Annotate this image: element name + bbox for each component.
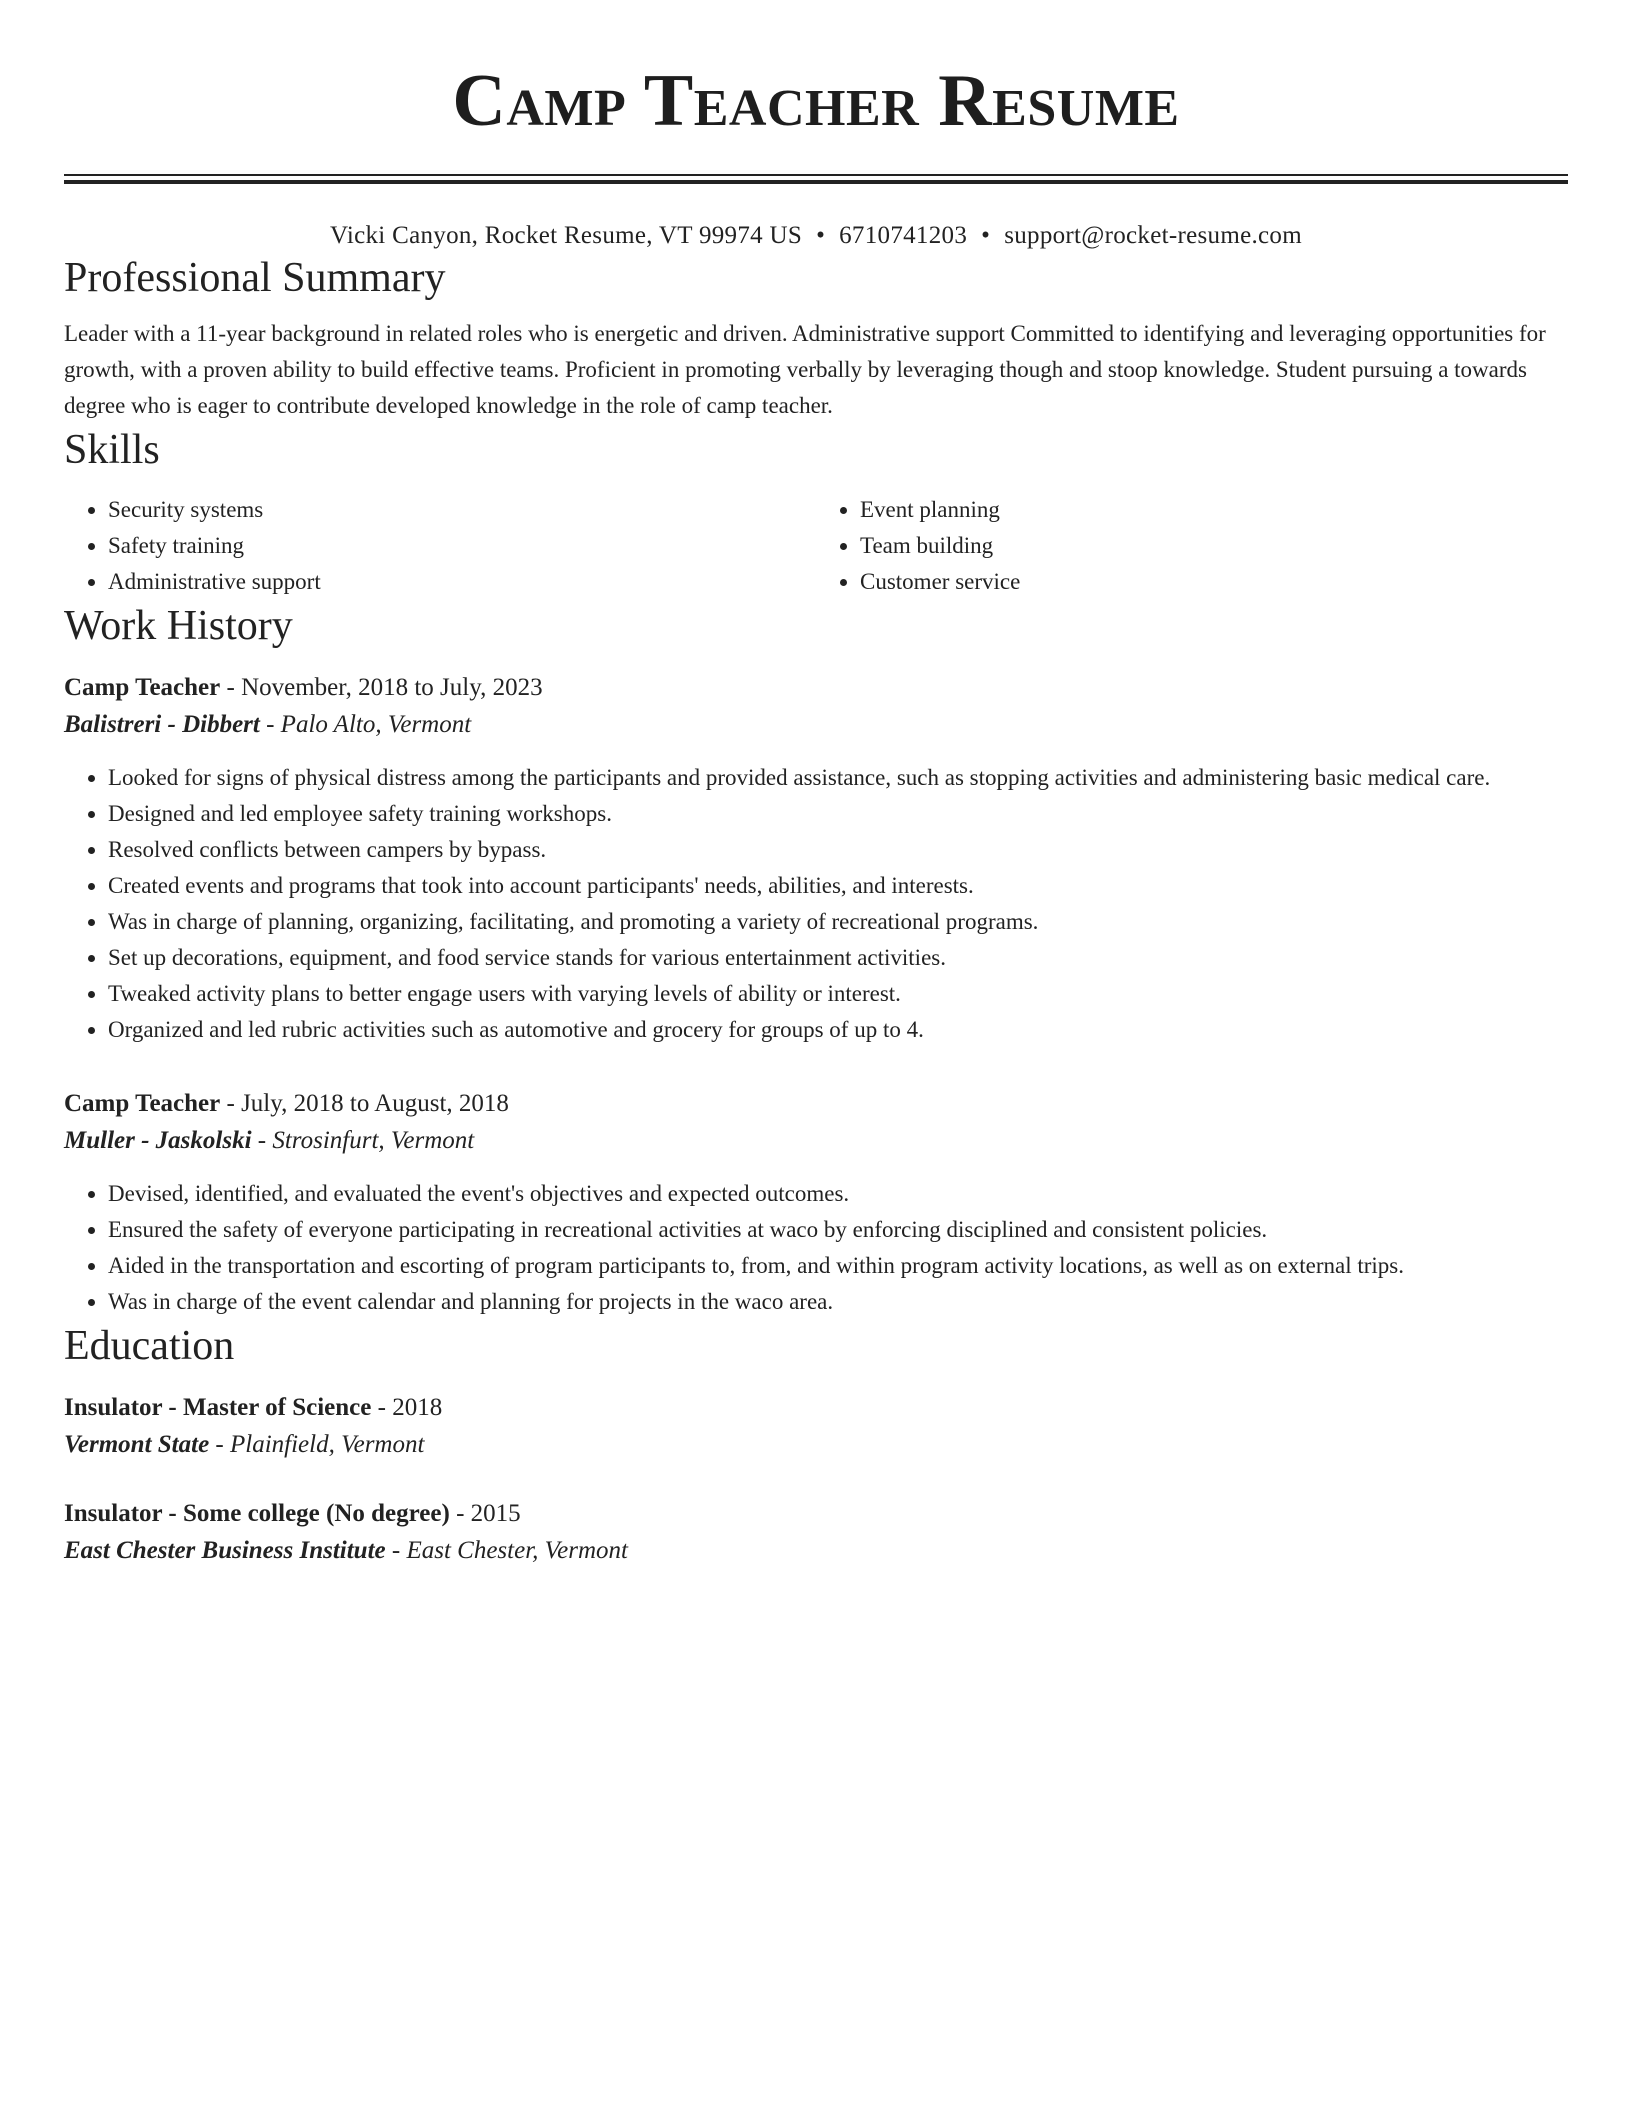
education-institution xyxy=(64,1426,1568,1464)
job-bullet: • Aided in the transportation and escorting of program participants to, from, and within program activity locations, as well as on external trips. xyxy=(108,1248,1568,1284)
job-company: Muller - Jaskolski xyxy=(64,1127,252,1154)
education-entry xyxy=(64,1390,1568,1464)
work-history-heading: Work History xyxy=(64,603,293,649)
skill-item: • Customer service xyxy=(860,564,1568,600)
job-employer xyxy=(64,706,1568,744)
job-role: Camp Teacher xyxy=(64,674,221,701)
job-bullet: • Set up decorations, equipment, and food service stands for various entertainment activities. xyxy=(108,940,1568,976)
job-entry xyxy=(64,1086,1568,1320)
job-role: Camp Teacher xyxy=(64,1090,221,1117)
education-location: - East Chester, Vermont xyxy=(385,1537,628,1564)
contact-separator: • xyxy=(981,222,991,249)
skill-item: • Event planning xyxy=(860,492,1568,528)
skill-item: • Team building xyxy=(860,528,1568,564)
education-degree: Insulator - Some college (No degree) xyxy=(64,1500,450,1527)
education-year: - 2018 xyxy=(371,1394,443,1421)
education-year: - 2015 xyxy=(449,1500,521,1527)
skill-item: • Security systems xyxy=(108,492,816,528)
job-location: - Palo Alto, Vermont xyxy=(259,711,472,738)
skills-list xyxy=(64,492,1568,600)
education-header xyxy=(64,1496,1568,1532)
job-dates: - November, 2018 to July, 2023 xyxy=(220,674,543,701)
education-institution xyxy=(64,1532,1568,1570)
education-header xyxy=(64,1390,1568,1426)
skill-item: • Administrative support xyxy=(108,564,816,600)
education-location: - Plainfield, Vermont xyxy=(209,1431,425,1458)
job-bullet: • Was in charge of the event calendar and planning for projects in the waco area. xyxy=(108,1284,1568,1320)
skills-column-left xyxy=(64,492,816,600)
job-company: Balistreri - Dibbert xyxy=(64,711,260,738)
job-bullet: • Devised, identified, and evaluated the event's objectives and expected outcomes. xyxy=(108,1176,1568,1212)
summary-text: Leader with a 11-year background in related roles who is energetic and driven. Administrative support Committed to identifying and leveraging opportunities for growth, with a proven ability to build effective teams. Proficient in promoting verbally by leveraging though and stoop knowledge. Student pursuing a towards degree who is eager to contribute developed knowledge in the role of camp teacher. xyxy=(64,321,1546,418)
job-bullets xyxy=(64,760,1568,1048)
contact-separator: • xyxy=(816,222,826,249)
job-header xyxy=(64,670,1568,706)
job-entry xyxy=(64,670,1568,1048)
job-header xyxy=(64,1086,1568,1122)
education-degree: Insulator - Master of Science xyxy=(64,1394,372,1421)
skill-item: • Safety training xyxy=(108,528,816,564)
job-bullet: • Looked for signs of physical distress among the participants and provided assistance, such as stopping activities and administering basic medical care. xyxy=(108,760,1568,796)
education-heading: Education xyxy=(64,1323,235,1369)
education-school: East Chester Business Institute xyxy=(64,1537,386,1564)
contact-address: Vicki Canyon, Rocket Resume, VT 99974 US xyxy=(330,222,803,249)
job-bullet: • Created events and programs that took into account participants' needs, abilities, and interests. xyxy=(108,868,1568,904)
job-bullets xyxy=(64,1176,1568,1320)
job-bullet: • Was in charge of planning, organizing, facilitating, and promoting a variety of recreational programs. xyxy=(108,904,1568,940)
title-divider xyxy=(64,174,1568,184)
summary-heading: Professional Summary xyxy=(64,255,446,301)
divider-thick-line xyxy=(64,180,1568,184)
skills-heading: Skills xyxy=(64,427,160,473)
contact-phone: 6710741203 xyxy=(839,222,968,249)
job-bullet: • Organized and led rubric activities such as automotive and grocery for groups of up to 4. xyxy=(108,1012,1568,1048)
job-bullet: • Tweaked activity plans to better engage users with varying levels of ability or interest. xyxy=(108,976,1568,1012)
resume-title: Camp Teacher Resume xyxy=(452,60,1180,142)
job-employer xyxy=(64,1122,1568,1160)
job-location: - Strosinfurt, Vermont xyxy=(251,1127,475,1154)
job-dates: - July, 2018 to August, 2018 xyxy=(220,1090,509,1117)
education-entry xyxy=(64,1496,1568,1570)
contact-email: support@rocket-resume.com xyxy=(1004,222,1302,249)
job-bullet: • Resolved conflicts between campers by bypass. xyxy=(108,832,1568,868)
job-bullet: • Designed and led employee safety training workshops. xyxy=(108,796,1568,832)
skills-column-right xyxy=(816,492,1568,600)
job-bullet: • Ensured the safety of everyone participating in recreational activities at waco by enforcing disciplined and consistent policies. xyxy=(108,1212,1568,1248)
contact-line xyxy=(64,220,1568,252)
education-school: Vermont State xyxy=(64,1431,210,1458)
